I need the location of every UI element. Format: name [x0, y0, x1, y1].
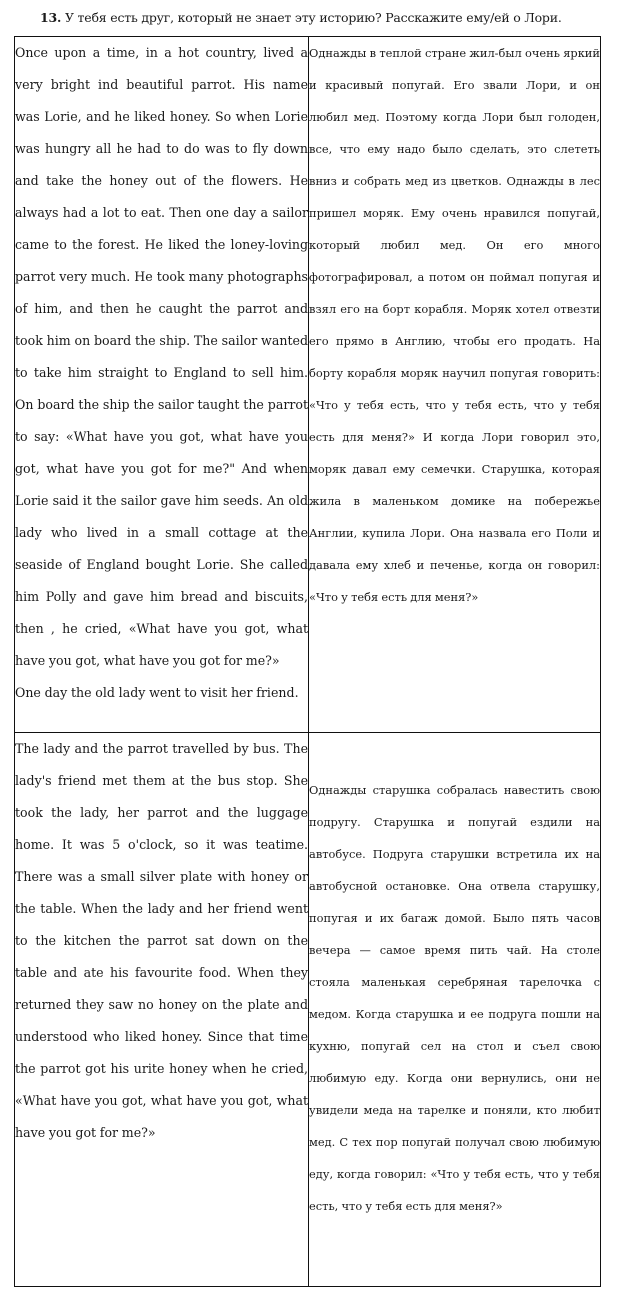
- english-cell: [15, 733, 309, 1287]
- russian-cell: [309, 37, 601, 733]
- table-row: [15, 733, 601, 1287]
- english-paragraph: Once upon a time, in a hot country, lived a very bright ind beautiful parrot. His name was Lorie, and he liked honey. So when Lorie was hungry all he had to do was to fly down and take the honey out of the flowers. He always had a lot to eat. Then one day a sailor came to the forest. He liked the loney-loving parrot very much. He took many photographs of him, and then he caught the parrot and took him on board the ship. The sailor wanted to take him straight to England to sell him. On board the ship the sailor taught the parrot to say: «What have you got, what have you got, what have you got for me?" And when Lorie said it the sailor gave him seeds. An old lady who lived in a small cottage at the seaside of England bought Lorie. She called him Polly and gave him bread and biscuits, then , he cried, «What have you got, what have you got, what have you got for me?»: [15, 45, 309, 668]
- bilingual-text-table: [14, 36, 601, 1287]
- russian-cell: [309, 733, 601, 1287]
- english-paragraph-tail: One day the old lady went to visit her friend.: [15, 685, 299, 700]
- exercise-heading: [40, 9, 630, 27]
- russian-paragraph: Однажды в теплой стране жил-был очень яркий и красивый попугай. Его звали Лори, и он любил мед. Поэтому когда Лори был голоден, все, что ему надо было сделать, это слететь вниз и собрать мед из цветков. Однажды в лес пришел моряк. Ему очень нравился попугай, который любил мед. Он его много фотографировал, а потом он поймал попугая и взял его на борт корабля. Моряк хотел отвезти его прямо в Англию, чтобы его продать. На борту корабля моряк научил попугая говорить: «Что у тебя есть, что у тебя есть, что у тебя есть для меня?» И когда Лори говорил это, моряк давал ему семечки. Старушка, которая жила в маленьком домике на побережье Англии, купила Лори. Она назвала его Поли и давала ему хлеб и печенье, когда он говорил: «Что у тебя есть для меня?»: [309, 46, 600, 604]
- russian-paragraph: Однажды старушка собралась навестить свою подругу. Старушка и попугай ездили на автобусе. Подруга старушки встретила их на автобусной остановке. Она отвела старушку, попугая и их багаж домой. Было пять часов вечера — самое время пить чай. На столе стояла маленькая серебряная тарелочка с медом. Когда старушка и ее подруга пошли на кухню, попугай сел на стол и съел свою любимую еду. Когда они вернулись, они не увидели меда на тарелке и поняли, кто любит мед. С тех пор попугай получал свою любимую еду, когда говорил: «Что у тебя есть, что у тебя есть, что у тебя есть для меня?»: [309, 783, 600, 1213]
- exercise-number: 13.: [40, 10, 62, 25]
- exercise-instruction: У тебя есть друг, который не знает эту историю? Расскажите ему/ей о Лори.: [64, 10, 562, 25]
- table-row: [15, 37, 601, 733]
- english-cell: [15, 37, 309, 733]
- english-paragraph: The lady and the parrot travelled by bus. The lady's friend met them at the bus stop. She took the lady, her parrot and the luggage home. It was 5 o'clock, so it was teatime. There was a small silver plate with honey or the table. When the lady and her friend went to the kitchen the parrot sat down on the table and ate his favourite food. When they returned they saw no honey on the plate and understood who liked honey. Since that time the parrot got his urite honey when he cried, «What have you got, what have you got, what have you got for me?»: [15, 741, 309, 1140]
